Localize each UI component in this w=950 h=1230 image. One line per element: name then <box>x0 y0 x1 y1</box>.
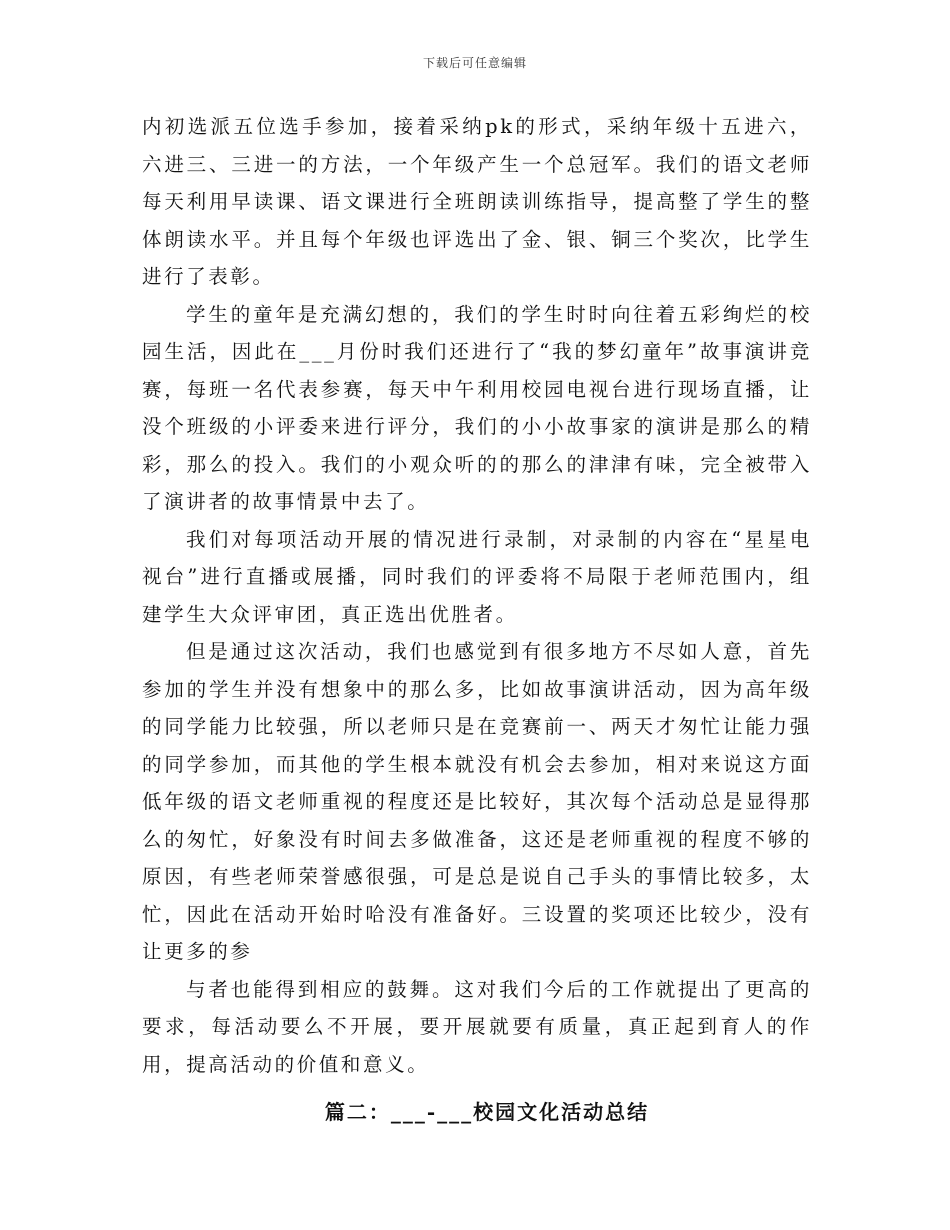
paragraph-4: 但是通过这次活动，我们也感觉到有很多地方不尽如人意，首先参加的学生并没有想象中的那么多，比如故事演讲活动，因为高年级的同学能力比较强，所以老师只是在竞赛前一、两天才匆忙让能力强的同学参加，而其他的学生根本就没有机会去参加，相对来说这方面低年级的语文老师重视的程度还是比较好，其次每个活动总是显得那么的匆忙，好象没有时间去多做准备，这还是老师重视的程度不够的原因，有些老师荣誉感很强，可是总是说自己手头的事情比较多，太忙，因此在活动开始时哈没有准备好。三设置的奖项还比较少，没有让更多的参 <box>142 640 812 963</box>
paragraph-5: 与者也能得到相应的鼓舞。这对我们今后的工作就提出了更高的要求，每活动要么不开展，要开展就要有质量，真正起到育人的作用，提高活动的价值和意义。 <box>142 977 812 1076</box>
document-body <box>142 108 812 1131</box>
section-heading: 篇二：___-___校园文化活动总结 <box>324 1100 650 1124</box>
paragraph-2: 学生的童年是充满幻想的，我们的学生时时向往着五彩绚烂的校园生活，因此在___月份时我们还进行了“我的梦幻童年”故事演讲竞赛，每班一名代表参赛，每天中午利用校园电视台进行现场直播，让没个班级的小评委来进行评分，我们的小小故事家的演讲是那么的精彩，那么的投入。我们的小观众听的的那么的津津有味，完全被带入了演讲者的故事情景中去了。 <box>142 302 812 513</box>
paragraph-1: 内初选派五位选手参加，接着采纳pk的形式，采纳年级十五进六，六进三、三进一的方法，一个年级产生一个总冠军。我们的语文老师每天利用早读课、语文课进行全班朗读训练指导，提高整了学生的整体朗读水平。并且每个年级也评选出了金、银、铜三个奖次，比学生进行了表彰。 <box>142 115 812 288</box>
paragraph-3: 我们对每项活动开展的情况进行录制，对录制的内容在“星星电视台”进行直播或展播，同时我们的评委将不局限于老师范围内，组建学生大众评审团，真正选出优胜者。 <box>142 527 812 626</box>
page-header-note: 下载后可任意编辑 <box>422 56 527 70</box>
